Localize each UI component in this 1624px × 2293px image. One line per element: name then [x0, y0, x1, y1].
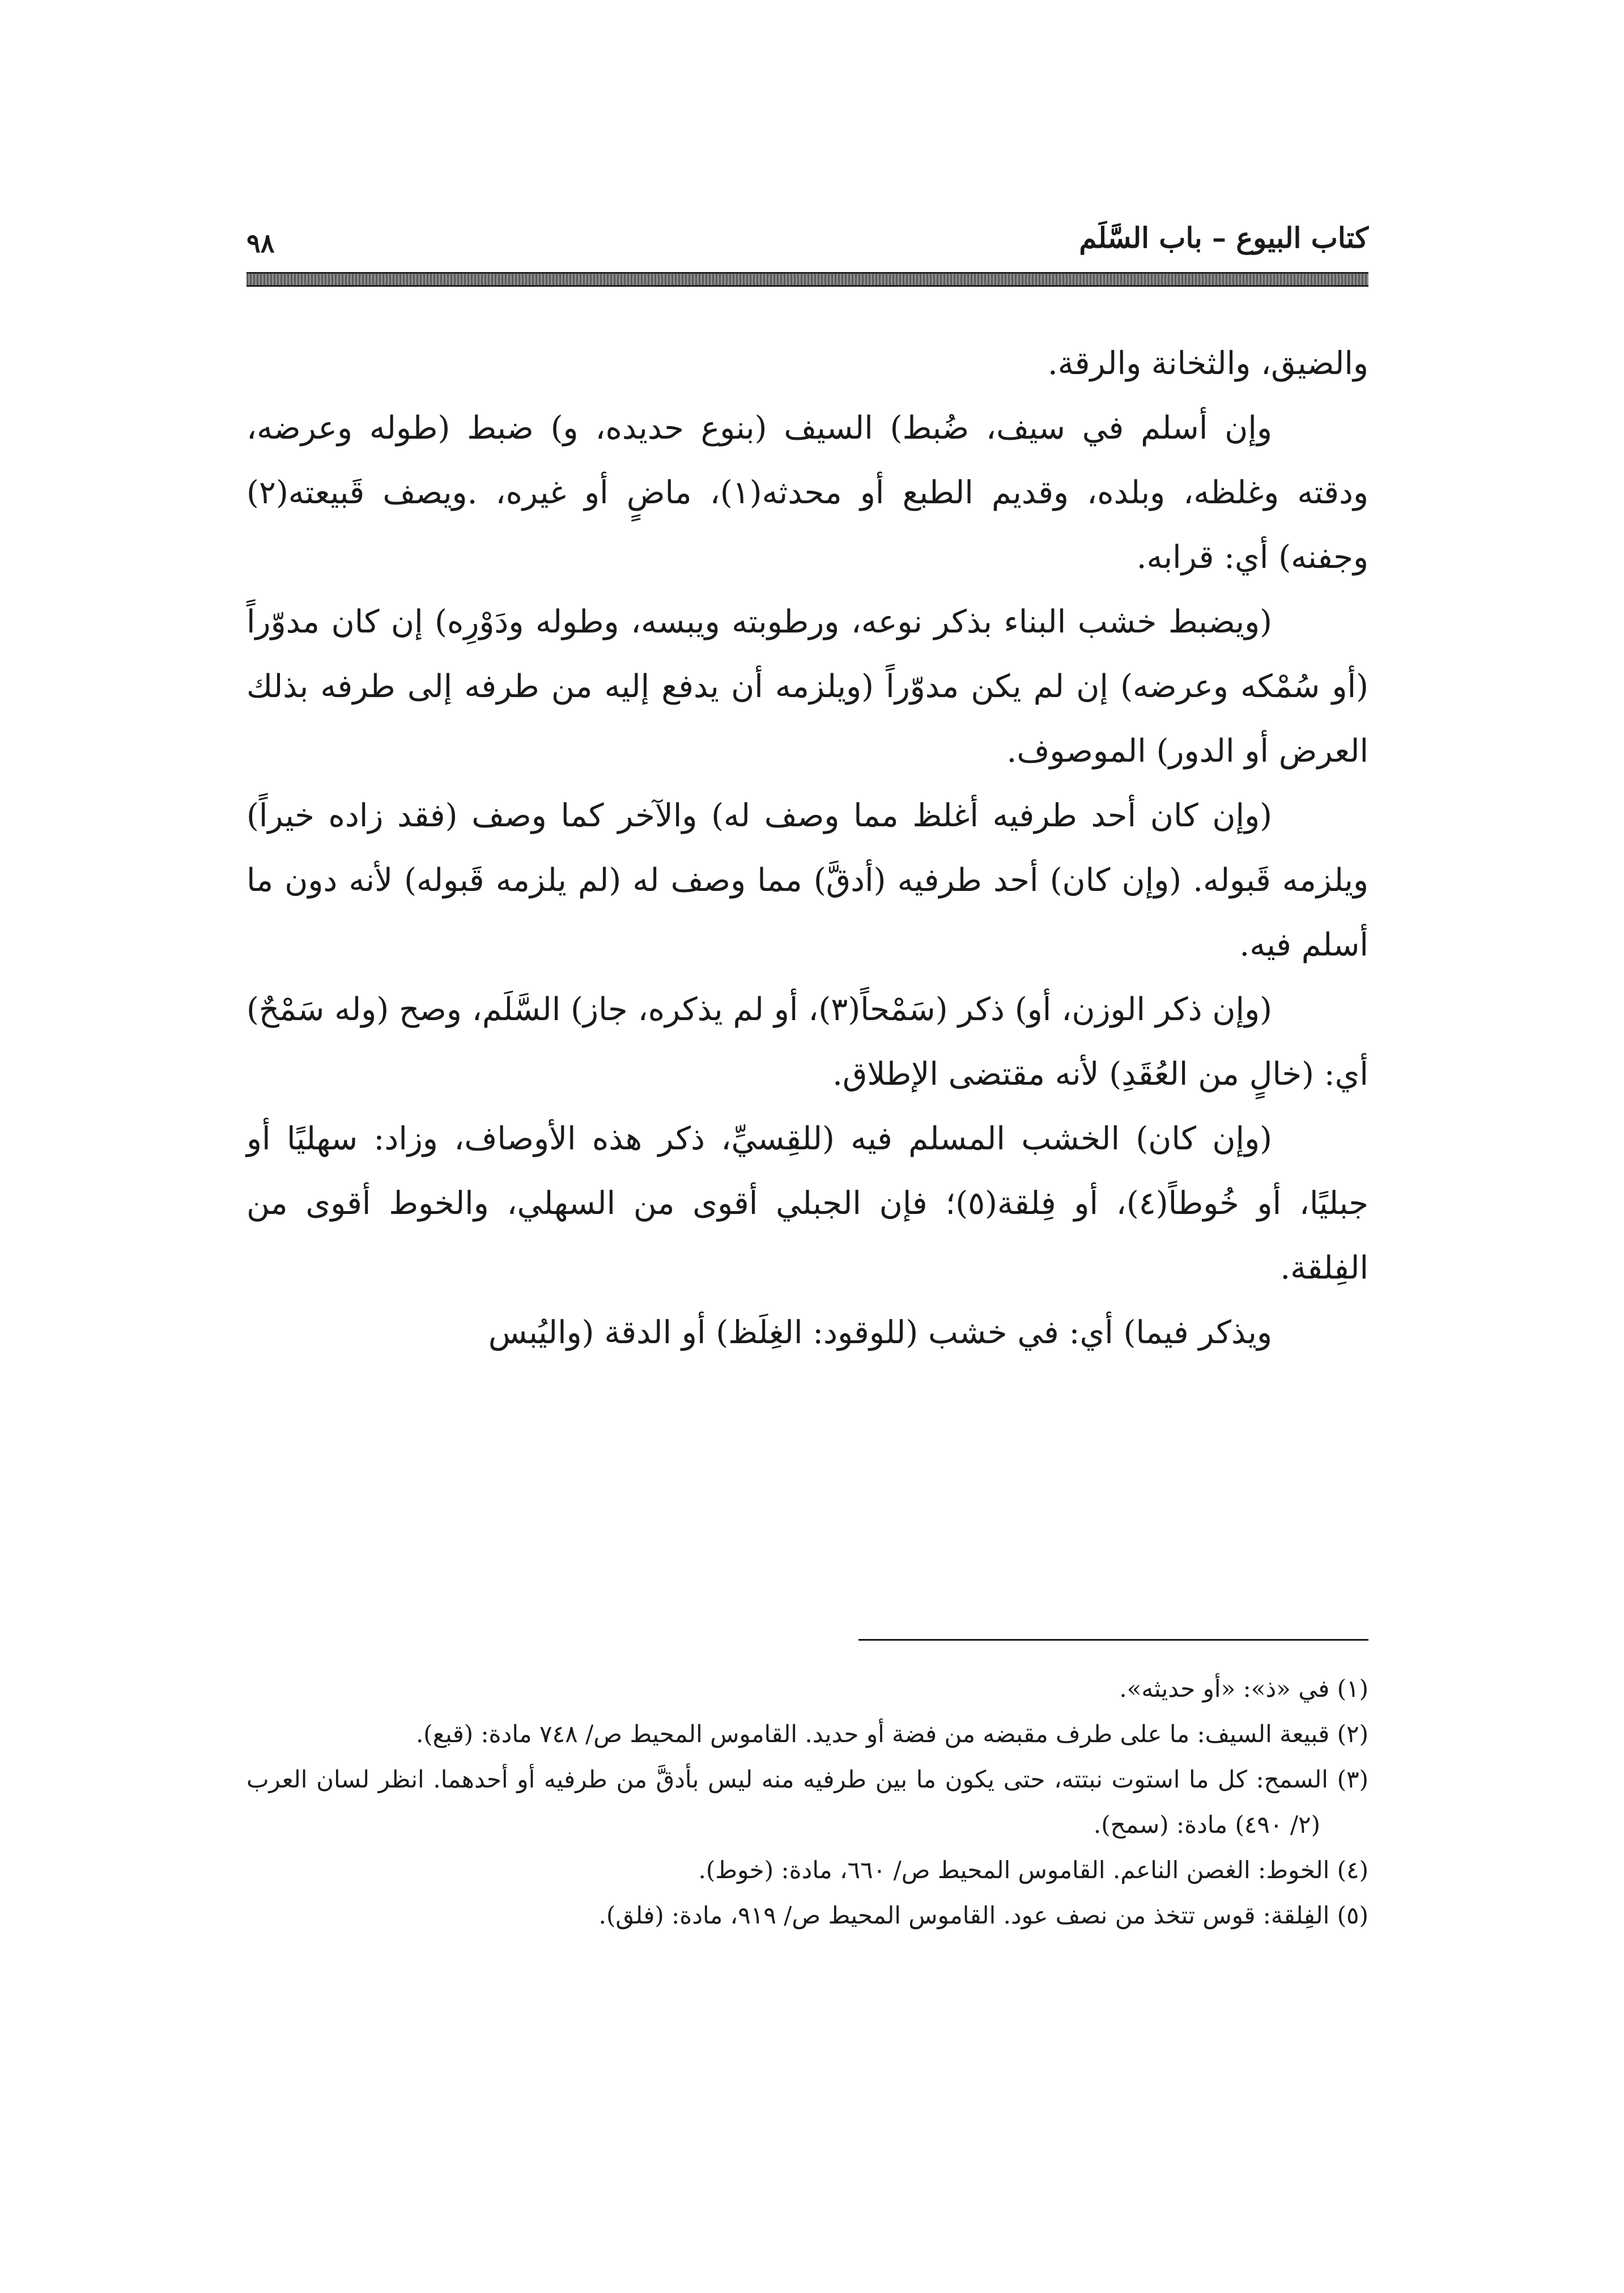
page-number: ٩٨ — [246, 228, 275, 258]
paragraph: والضيق، والثخانة والرقة. — [1047, 345, 1368, 382]
paragraph: (ويضبط خشب البناء بذكر نوعه، ورطوبته ويبسه، وطوله ودَوْرِه) إن كان مدوّراً (أو سُمْكه وعرضه) إن لم يكن مدوّراً (ويلزمه أن يدفع إليه من طرفه إلى طرفه بذلك العرض أو الدور) الموصوف. — [246, 604, 1368, 770]
running-header — [246, 221, 1368, 266]
paragraph: (وإن ذكر الوزن، أو) ذكر (سَمْحاً(٣)، أو لم يذكره، جاز) السَّلَم، وصح (وله سَمْحٌ) أي: (خالٍ من العُقَدِ) لأنه مقتضى الإطلاق. — [246, 991, 1368, 1093]
footnote: (٣) السمح: كل ما استوت نبتته، حتى يكون ما بين طرفيه منه ليس بأدقَّ من طرفيه أو أحدهما. انظر لسان العرب (٢/ ٤٩٠) مادة: (سمح). — [246, 1765, 1368, 1838]
footnotes — [246, 1666, 1368, 1938]
paragraph: ويذكر فيما) أي: في خشب (للوقود: الغِلَظ) أو الدقة (واليُبس — [488, 1314, 1272, 1351]
paragraph: (وإن كان) الخشب المسلم فيه (للقِسيِّ، ذكر هذه الأوصاف، وزاد: سهليًا أو جبليًا، أو خُوطاً(٤)، أو فِلقة(٥)؛ فإن الجبلي أقوى من السهلي، والخوط أقوى من الفِلقة. — [246, 1120, 1368, 1286]
paragraph: (وإن كان أحد طرفيه أغلظ مما وصف له) والآخر كما وصف (فقد زاده خيراً) ويلزمه قَبوله. (وإن كان) أحد طرفيه (أدقَّ) مما وصف له (لم يلزمه قَبوله) لأنه دون ما أسلم فيه. — [246, 797, 1368, 963]
main-text — [246, 332, 1368, 1365]
paragraph: وإن أسلم في سيف، ضُبط) السيف (بنوع حديده، و) ضبط (طوله وعرضه، ودقته وغلظه، وبلده، وقديم الطبع أو محدثه(١)، ماضٍ أو غيره، .ويصف قَبيعته(٢) وجفنه) أي: قرابه. — [246, 410, 1368, 576]
chapter-title: كتاب البيوع – باب السَّلَم — [1079, 221, 1368, 254]
footnote-separator — [858, 1639, 1368, 1641]
footnote: (٢) قبيعة السيف: ما على طرف مقبضه من فضة أو حديد. القاموس المحيط ص/ ٧٤٨ مادة: (قبع). — [415, 1720, 1368, 1748]
header-divider — [246, 272, 1368, 287]
footnote: (٤) الخوط: الغصن الناعم. القاموس المحيط ص/ ٦٦٠، مادة: (خوط). — [698, 1856, 1368, 1884]
footnote: (١) في «ذ»: «أو حديثه». — [1119, 1675, 1368, 1702]
footnote: (٥) الفِلقة: قوس تتخذ من نصف عود. القاموس المحيط ص/ ٩١٩، مادة: (فلق). — [598, 1901, 1368, 1929]
